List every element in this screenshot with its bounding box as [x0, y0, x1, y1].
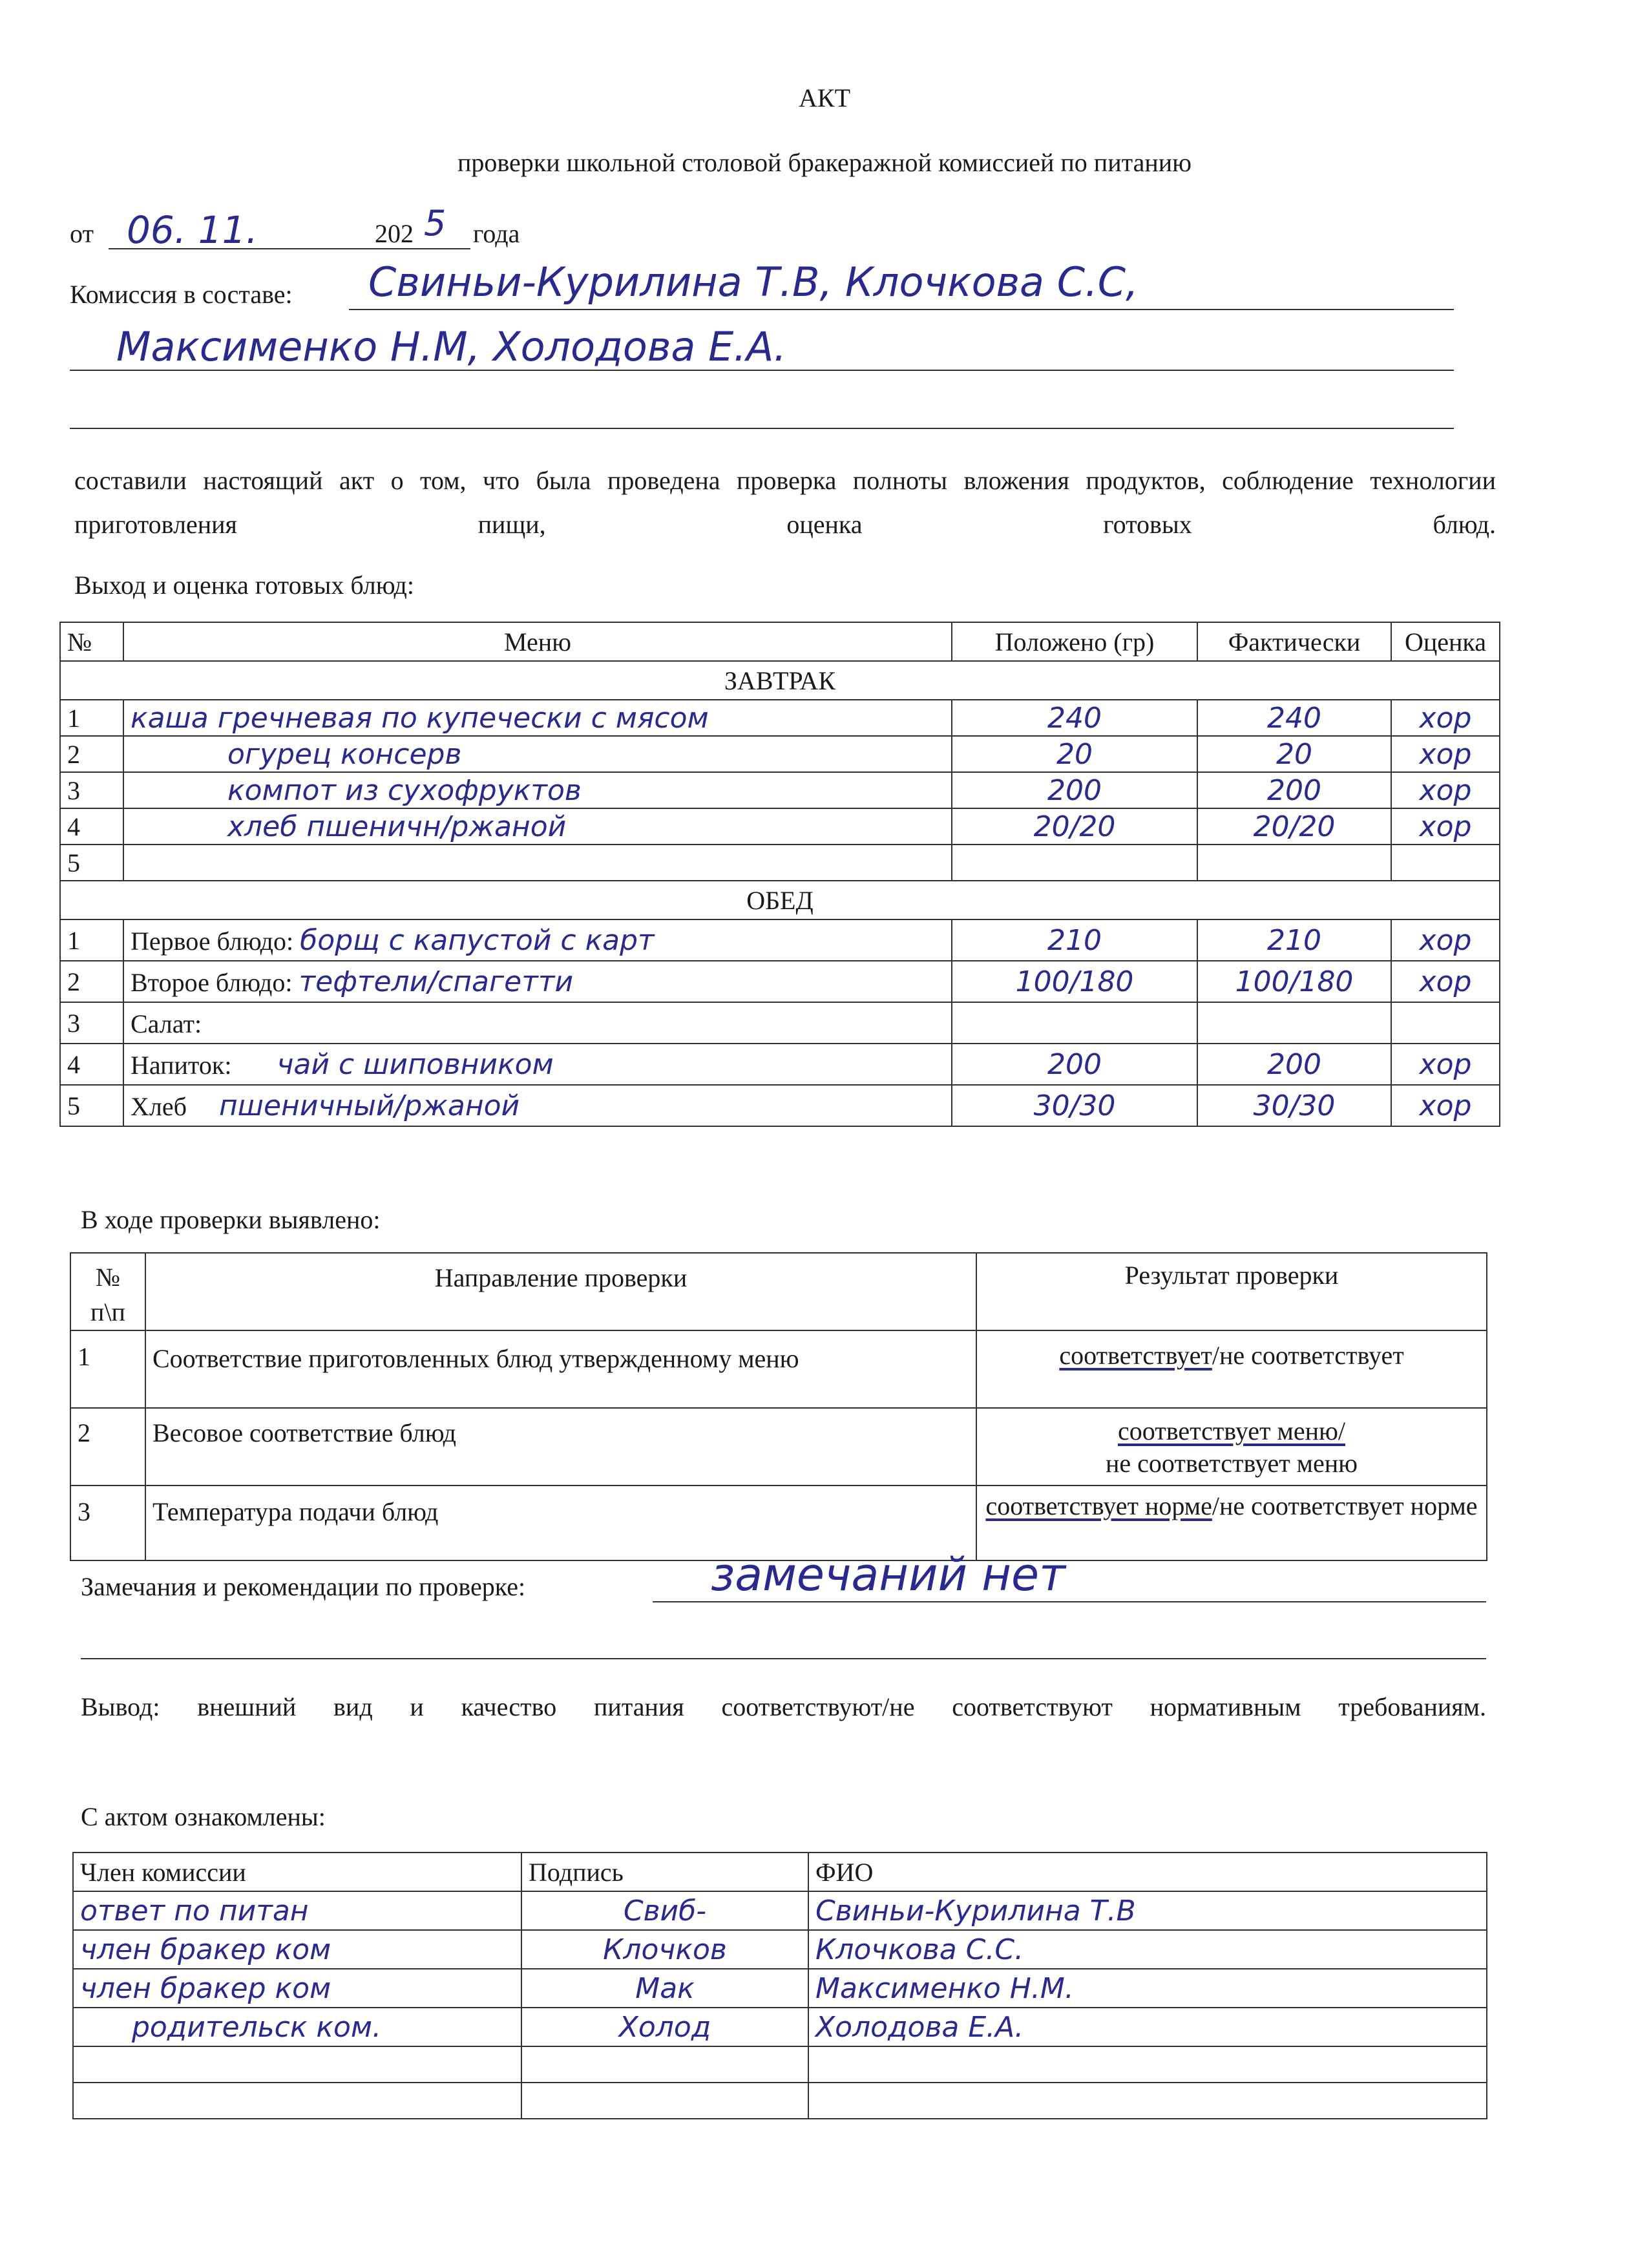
- grade-cell: хор: [1391, 1085, 1500, 1126]
- year-digit: 5: [424, 203, 446, 244]
- col-result: Результат проверки: [976, 1253, 1487, 1330]
- result-other: /не соответствует: [1212, 1341, 1404, 1370]
- table-row: [60, 1002, 1500, 1044]
- col-name: ФИО: [808, 1853, 1487, 1891]
- actual-cell: 240: [1197, 700, 1391, 736]
- table-row: [60, 772, 1500, 808]
- signature-cell: [521, 2046, 808, 2083]
- doc-title: АКТ: [799, 83, 850, 112]
- col-signature: Подпись: [521, 1853, 808, 1891]
- row-num: 3: [60, 1002, 123, 1044]
- member-cell: ответ по питан: [73, 1891, 521, 1930]
- dish-cell: каша гречневая по купечески с мясом: [123, 700, 952, 736]
- direction-cell: Соответствие приготовленных блюд утвержденному меню: [145, 1330, 976, 1408]
- table-row: [60, 919, 1500, 961]
- row-num: 3: [60, 772, 123, 808]
- name-cell: Максименко Н.М.: [808, 1969, 1487, 2008]
- table-row: [70, 1330, 1487, 1408]
- doc-subtitle: проверки школьной столовой бракеражной комиссией по питанию: [457, 148, 1192, 177]
- dish-cell: [123, 1002, 952, 1044]
- table-row: [73, 1930, 1487, 1969]
- dish-value: тефтели/спагетти: [299, 965, 574, 998]
- course-label: Салат:: [131, 1009, 202, 1038]
- course-label: Хлеб: [131, 1091, 187, 1121]
- grade-cell: хор: [1391, 961, 1500, 1002]
- result-other: не соответствует меню: [1105, 1449, 1358, 1478]
- course-label: Напиток:: [131, 1050, 232, 1080]
- table-row: [60, 1044, 1500, 1085]
- norm-cell: [952, 845, 1197, 881]
- name-cell: [808, 2083, 1487, 2119]
- signature-cell: Холод: [521, 2008, 808, 2046]
- table-row: [70, 1408, 1487, 1486]
- name-cell: Свиньи-Курилина Т.В: [808, 1891, 1487, 1930]
- dish-cell: [123, 1044, 952, 1085]
- dish-value: борщ с капустой с карт: [300, 923, 655, 957]
- table-row: [60, 1085, 1500, 1126]
- actual-cell: 30/30: [1197, 1085, 1391, 1126]
- table-row: [60, 808, 1500, 845]
- col-num: № п\п: [70, 1253, 145, 1330]
- course-label: Второе блюдо:: [131, 967, 293, 997]
- name-cell: Клочкова С.С.: [808, 1930, 1487, 1969]
- col-grade: Оценка: [1391, 622, 1500, 661]
- row-num: 2: [70, 1408, 145, 1486]
- row-num: 1: [60, 919, 123, 961]
- check-table: [70, 1252, 1487, 1561]
- table-row: [60, 736, 1500, 772]
- findings-label: В ходе проверки выявлено:: [81, 1205, 381, 1234]
- menu-table-header: [60, 622, 1500, 661]
- acquainted-label: С актом ознакомлены:: [81, 1802, 326, 1831]
- date-row: [70, 203, 716, 257]
- actual-cell: [1197, 845, 1391, 881]
- table-row: [60, 845, 1500, 881]
- col-menu: Меню: [123, 622, 952, 661]
- actual-cell: 20: [1197, 736, 1391, 772]
- date-value: 06. 11.: [127, 208, 258, 252]
- member-cell: член бракер ком: [73, 1930, 521, 1969]
- grade-cell: хор: [1391, 808, 1500, 845]
- sign-table-header: [73, 1853, 1487, 1891]
- row-num: 1: [60, 700, 123, 736]
- dish-cell: огурец консерв: [123, 736, 952, 772]
- actual-cell: 100/180: [1197, 961, 1391, 1002]
- check-table-header: [70, 1253, 1487, 1330]
- signature-cell: Клочков: [521, 1930, 808, 1969]
- table-row: [73, 1969, 1487, 2008]
- col-actual: Фактически: [1197, 622, 1391, 661]
- norm-cell: 200: [952, 1044, 1197, 1085]
- name-cell: Холодова Е.А.: [808, 2008, 1487, 2046]
- dish-cell: [123, 919, 952, 961]
- row-num: 4: [60, 1044, 123, 1085]
- grade-cell: хор: [1391, 772, 1500, 808]
- menu-table: [59, 622, 1500, 1127]
- col-norm: Положено (гр): [952, 622, 1197, 661]
- member-cell: [73, 2083, 521, 2119]
- conclusion-text: Вывод: внешний вид и качество питания соответствуют/не соответствуют нормативным требованиям.: [81, 1692, 1486, 1721]
- norm-cell: 200: [952, 772, 1197, 808]
- grade-cell: хор: [1391, 700, 1500, 736]
- year-prefix: 202: [375, 219, 414, 248]
- actual-cell: 20/20: [1197, 808, 1391, 845]
- direction-cell: Весовое соответствие блюд: [145, 1408, 976, 1486]
- row-num: 2: [60, 961, 123, 1002]
- result-cell: [976, 1330, 1487, 1408]
- norm-cell: 30/30: [952, 1085, 1197, 1126]
- table-row: [60, 700, 1500, 736]
- lunch-title: ОБЕД: [60, 881, 1500, 919]
- sign-table: [72, 1852, 1487, 2119]
- col-member: Член комиссии: [73, 1853, 521, 1891]
- signature-cell: Мак: [521, 1969, 808, 2008]
- dish-value: пшеничный/ржаной: [218, 1089, 520, 1122]
- commission-line1: Свиньи-Курилина Т.В, Клочкова С.С,: [368, 258, 1139, 306]
- member-cell: член бракер ком: [73, 1969, 521, 2008]
- course-label: Первое блюдо:: [131, 926, 294, 956]
- row-num: 5: [60, 1085, 123, 1126]
- row-num: 2: [60, 736, 123, 772]
- grade-cell: [1391, 1002, 1500, 1044]
- date-prefix: от: [70, 219, 94, 248]
- year-suffix: года: [473, 219, 520, 248]
- commission-line2: Максименко Н.М, Холодова Е.А.: [116, 323, 787, 370]
- grade-cell: хор: [1391, 919, 1500, 961]
- result-selected: соответствует: [1059, 1341, 1212, 1370]
- grade-cell: хор: [1391, 736, 1500, 772]
- intro-text: составили настоящий акт о том, что была проведена проверка полноты вложения продуктов, соблюдение технологии приготовления пищи, оценка готовых блюд.: [74, 466, 1496, 539]
- actual-cell: 200: [1197, 1044, 1391, 1085]
- dish-value: чай с шиповником: [277, 1047, 554, 1081]
- signature-cell: Свиб-: [521, 1891, 808, 1930]
- signature-cell: [521, 2083, 808, 2119]
- actual-cell: [1197, 1002, 1391, 1044]
- table-row: [60, 961, 1500, 1002]
- output-label: Выход и оценка готовых блюд:: [74, 571, 415, 600]
- norm-cell: 20/20: [952, 808, 1197, 845]
- row-num: 5: [60, 845, 123, 881]
- name-cell: [808, 2046, 1487, 2083]
- result-other: /не соответствует норме: [1212, 1491, 1478, 1520]
- result-selected: соответствует норме: [985, 1491, 1212, 1520]
- norm-cell: 240: [952, 700, 1197, 736]
- norm-cell: 20: [952, 736, 1197, 772]
- result-cell: [976, 1408, 1487, 1486]
- grade-cell: хор: [1391, 1044, 1500, 1085]
- remarks-value: замечаний нет: [711, 1548, 1066, 1601]
- direction-cell: Температура подачи блюд: [145, 1486, 976, 1560]
- remarks-label: Замечания и рекомендации по проверке:: [81, 1572, 526, 1601]
- dish-cell: хлеб пшеничн/ржаной: [123, 808, 952, 845]
- dish-cell: [123, 1085, 952, 1126]
- grade-cell: [1391, 845, 1500, 881]
- norm-cell: 210: [952, 919, 1197, 961]
- row-num: 1: [70, 1330, 145, 1408]
- dish-cell: [123, 961, 952, 1002]
- actual-cell: 200: [1197, 772, 1391, 808]
- member-cell: родительск ком.: [73, 2008, 521, 2046]
- norm-cell: [952, 1002, 1197, 1044]
- member-cell: [73, 2046, 521, 2083]
- table-row: [73, 1891, 1487, 1930]
- table-row: [73, 2008, 1487, 2046]
- dish-cell: компот из сухофруктов: [123, 772, 952, 808]
- breakfast-title: ЗАВТРАК: [60, 661, 1500, 700]
- table-row: [73, 2083, 1487, 2119]
- result-selected: соответствует меню/: [1117, 1416, 1345, 1445]
- dish-cell: [123, 845, 952, 881]
- col-num: №: [60, 622, 123, 661]
- actual-cell: 210: [1197, 919, 1391, 961]
- col-direction: Направление проверки: [145, 1253, 976, 1330]
- row-num: 3: [70, 1486, 145, 1560]
- commission-label: Комиссия в составе:: [70, 280, 293, 309]
- norm-cell: 100/180: [952, 961, 1197, 1002]
- row-num: 4: [60, 808, 123, 845]
- table-row: [73, 2046, 1487, 2083]
